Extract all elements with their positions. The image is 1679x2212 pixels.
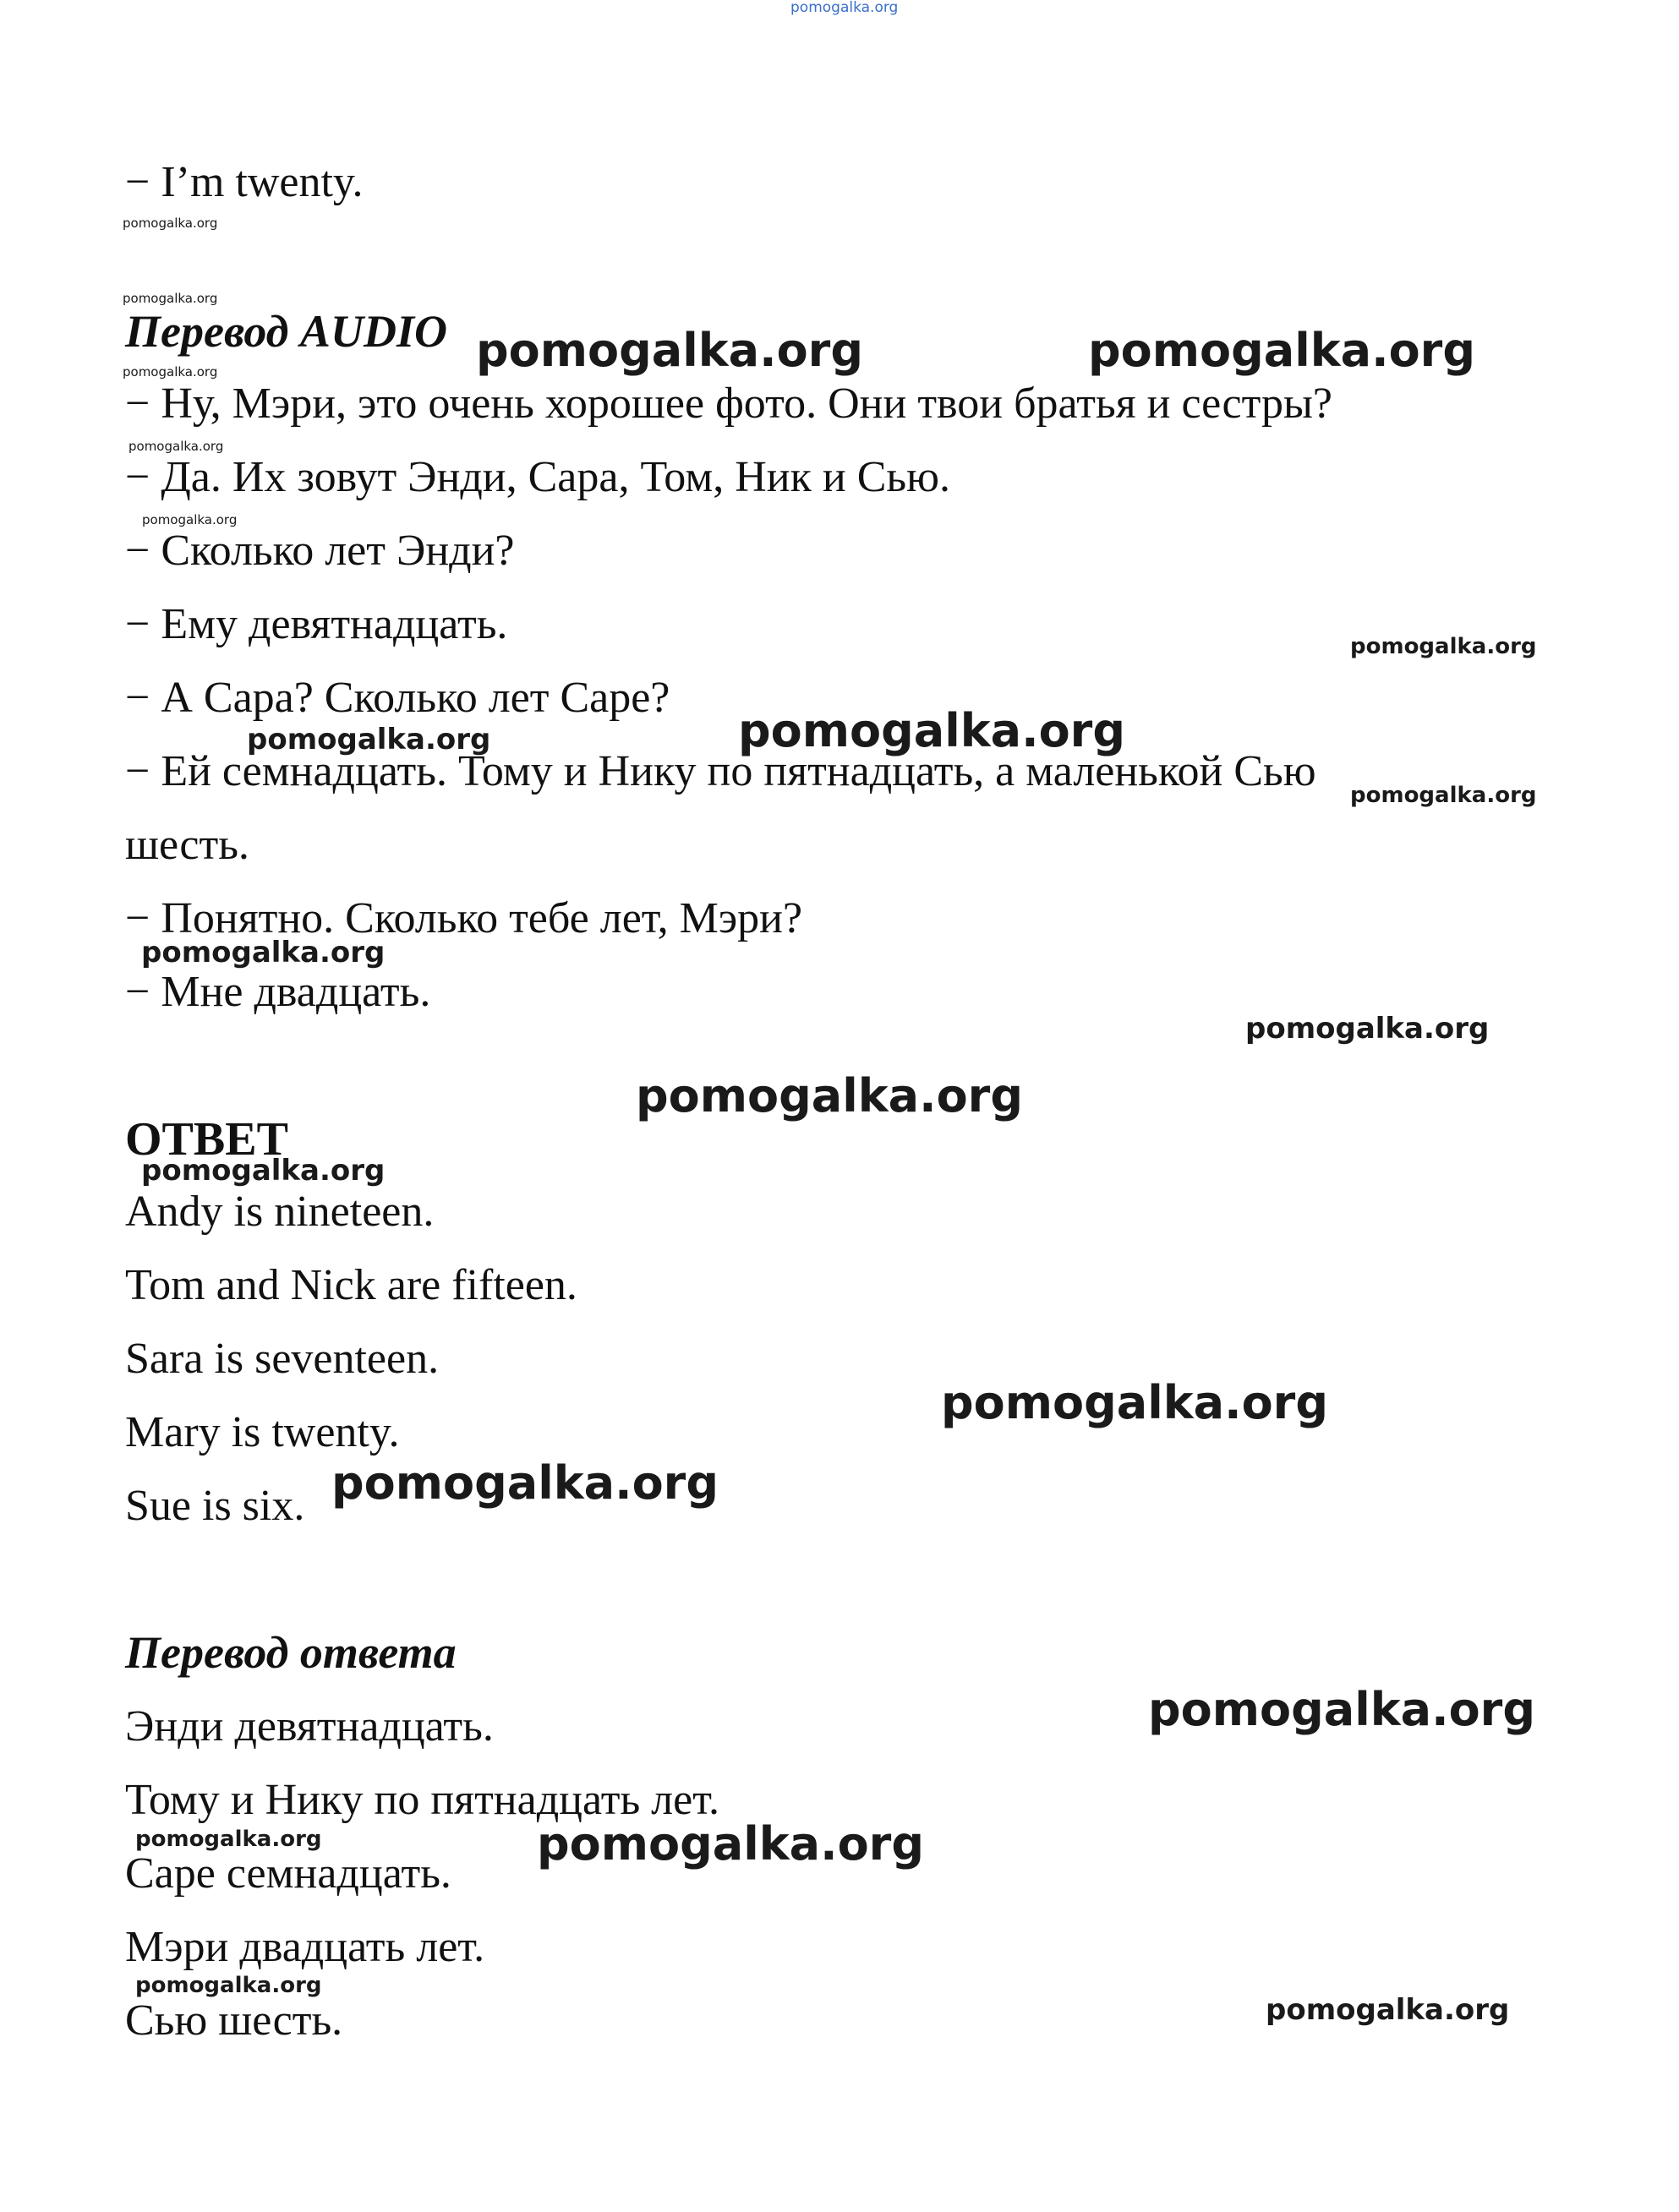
- watermark: pomogalka.org: [123, 364, 218, 380]
- watermark: pomogalka.org: [476, 324, 863, 377]
- watermark: pomogalka.org: [135, 1973, 322, 1998]
- answer-translation-line: Сью шесть.: [125, 1996, 343, 2045]
- answer-translation-line: Саре семнадцать.: [125, 1849, 451, 1898]
- watermark: pomogalka.org: [129, 439, 224, 454]
- watermark: pomogalka.org: [123, 216, 218, 231]
- watermark: pomogalka.org: [636, 1069, 1023, 1122]
- watermark: pomogalka.org: [1350, 783, 1537, 808]
- translation-audio-heading: Перевод AUDIO: [125, 306, 447, 357]
- translation-audio-line: − Ему девятнадцать.: [125, 600, 508, 648]
- watermark: pomogalka.org: [247, 723, 491, 756]
- watermark: pomogalka.org: [331, 1456, 719, 1510]
- answer-translation-line: Тому и Нику по пятнадцать лет.: [125, 1776, 720, 1824]
- answer-translation-heading: Перевод ответа: [125, 1627, 457, 1678]
- watermark: pomogalka.org: [135, 1827, 322, 1852]
- translation-audio-line: − Ну, Мэри, это очень хорошее фото. Они твои братья и сестры?: [125, 380, 1332, 428]
- watermark: pomogalka.org: [1148, 1683, 1535, 1736]
- watermark: pomogalka.org: [142, 512, 238, 527]
- dialog-last-line: − I’m twenty.: [125, 158, 364, 206]
- watermark: pomogalka.org: [123, 291, 218, 306]
- answer-line: Mary is twenty.: [125, 1408, 400, 1456]
- answer-line: Andy is nineteen.: [125, 1188, 435, 1236]
- translation-audio-line: − Сколько лет Энди?: [125, 527, 515, 575]
- answer-line: Sue is six.: [125, 1482, 305, 1530]
- answer-line: Sara is seventeen.: [125, 1335, 440, 1383]
- answer-line: Tom and Nick are fifteen.: [125, 1261, 577, 1309]
- translation-audio-line: шесть.: [125, 821, 249, 869]
- watermark: pomogalka.org: [1245, 1012, 1490, 1046]
- answer-heading: ОТВЕТ: [125, 1113, 288, 1166]
- watermark: pomogalka.org: [1088, 324, 1475, 377]
- watermark: pomogalka.org: [537, 1817, 924, 1871]
- translation-audio-line: − А Сара? Сколько лет Саре?: [125, 674, 670, 722]
- watermark: pomogalka.org: [1266, 1993, 1510, 2027]
- translation-audio-line: − Понятно. Сколько тебе лет, Мэри?: [125, 894, 803, 942]
- answer-translation-line: Мэри двадцать лет.: [125, 1923, 485, 1971]
- header-site-watermark: pomogalka.org: [790, 0, 899, 16]
- watermark: pomogalka.org: [941, 1376, 1328, 1429]
- translation-audio-line: − Ей семнадцать. Тому и Нику по пятнадцать, а маленькой Сью: [125, 747, 1316, 795]
- watermark: pomogalka.org: [141, 1154, 386, 1188]
- answer-translation-line: Энди девятнадцать.: [125, 1702, 494, 1750]
- watermark: pomogalka.org: [738, 704, 1125, 757]
- translation-audio-line: − Мне двадцать.: [125, 968, 431, 1016]
- watermark: pomogalka.org: [1350, 634, 1537, 659]
- translation-audio-line: − Да. Их зовут Энди, Сара, Том, Ник и Сью.: [125, 453, 950, 501]
- watermark: pomogalka.org: [141, 936, 386, 969]
